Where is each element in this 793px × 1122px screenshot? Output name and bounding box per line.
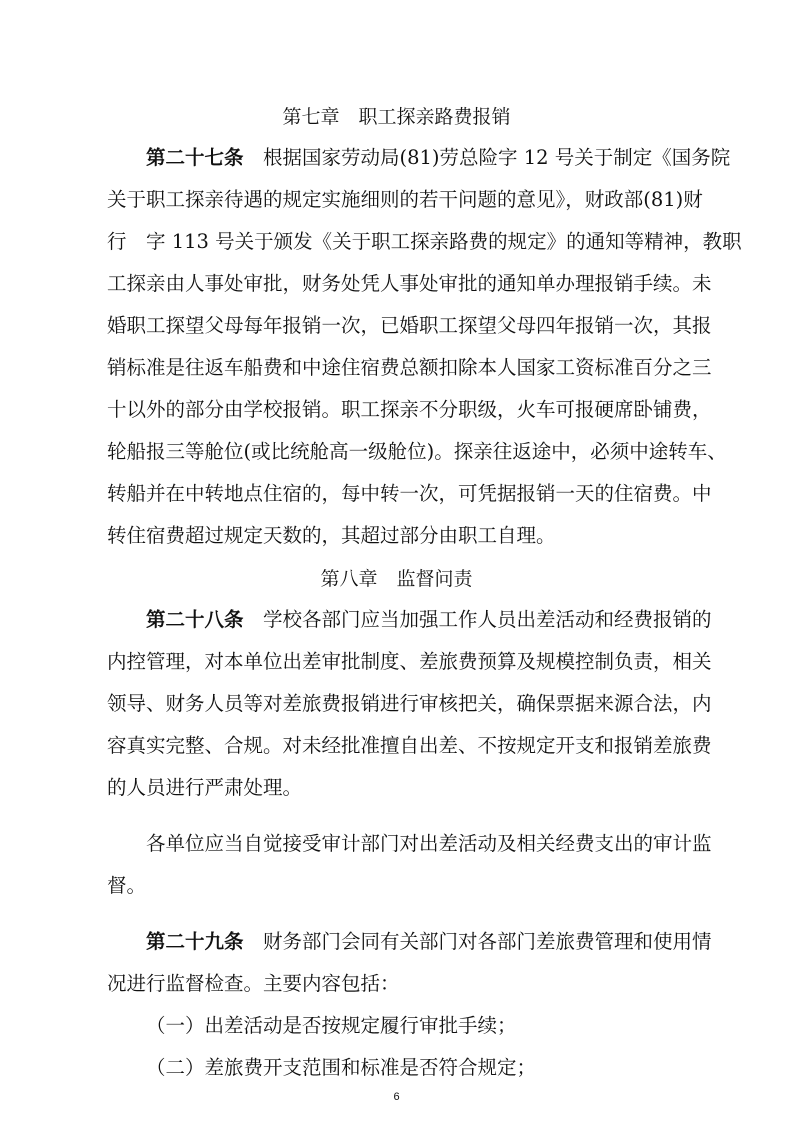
chapter-8-title: 第八章 监督问责 [320,568,473,590]
article-27-line-1 [146,145,731,171]
article-27-line-2: 关于职工探亲待遇的规定实施细则的若干问题的意见》，财政部(81)财 [107,188,703,211]
chapter-7-title: 第七章 职工探亲路费报销 [282,106,511,128]
article-27-line-5: 婚职工探望父母每年报销一次，已婚职工探望父母四年报销一次，其报 [107,314,712,337]
article-28-line-1 [146,607,712,633]
article-29-line-2: 况进行监督检查。主要内容包括： [107,972,400,995]
article-27-line-9: 转船并在中转地点住宿的，每中转一次，可凭据报销一天的住宿费。中 [107,482,712,505]
page-number: 6 [393,1091,400,1103]
article-27-line-6: 销标准是往返车船费和中途住宿费总额扣除本人国家工资标准百分之三 [107,356,712,379]
article-28-line-5: 的人员进行严肃处理。 [107,776,303,799]
article-27-text-1: 根据国家劳动局(81)劳总险字 12 号关于制定《国务院 [243,146,731,169]
article-27-line-10: 转住宿费超过规定天数的，其超过部分由职工自理。 [107,524,556,547]
article-28-label: 第二十八条 [146,608,244,631]
article-27-line-4: 工探亲由人事处审批，财务处凭人事处审批的通知单办理报销手续。未 [107,272,712,295]
article-27-line-3: 行 字 113 号关于颁发《关于职工探亲路费的规定》的通知等精神，教职 [107,230,742,253]
article-27-line-7: 十以外的部分由学校报销。职工探亲不分职级，火车可报硬席卧铺费， [107,398,712,421]
article-29-label: 第二十九条 [146,930,244,953]
list-item-1: （一）出差活动是否按规定履行审批手续； [146,1014,517,1037]
list-item-2: （二）差旅费开支范围和标准是否符合规定； [146,1056,537,1079]
article-29-text-1: 财务部门会同有关部门对各部门差旅费管理和使用情 [243,930,712,953]
audit-paragraph-line-2: 督。 [107,874,147,897]
article-28-line-2: 内控管理，对本单位出差审批制度、差旅费预算及规模控制负责，相关 [107,650,712,673]
audit-paragraph-line-1: 各单位应当自觉接受审计部门对出差活动及相关经费支出的审计监 [146,832,712,855]
article-28-line-4: 容真实完整、合规。对未经批准擅自出差、不按规定开支和报销差旅费 [107,734,712,757]
article-28-text-1: 学校各部门应当加强工作人员出差活动和经费报销的 [243,608,712,631]
article-27-label: 第二十七条 [146,146,244,169]
article-27-line-8: 轮船报三等舱位(或比统舱高一级舱位)。探亲往返途中，必须中途转车、 [107,440,727,463]
article-29-line-1 [146,929,712,955]
article-28-line-3: 领导、财务人员等对差旅费报销进行审核把关，确保票据来源合法，内 [107,692,712,715]
